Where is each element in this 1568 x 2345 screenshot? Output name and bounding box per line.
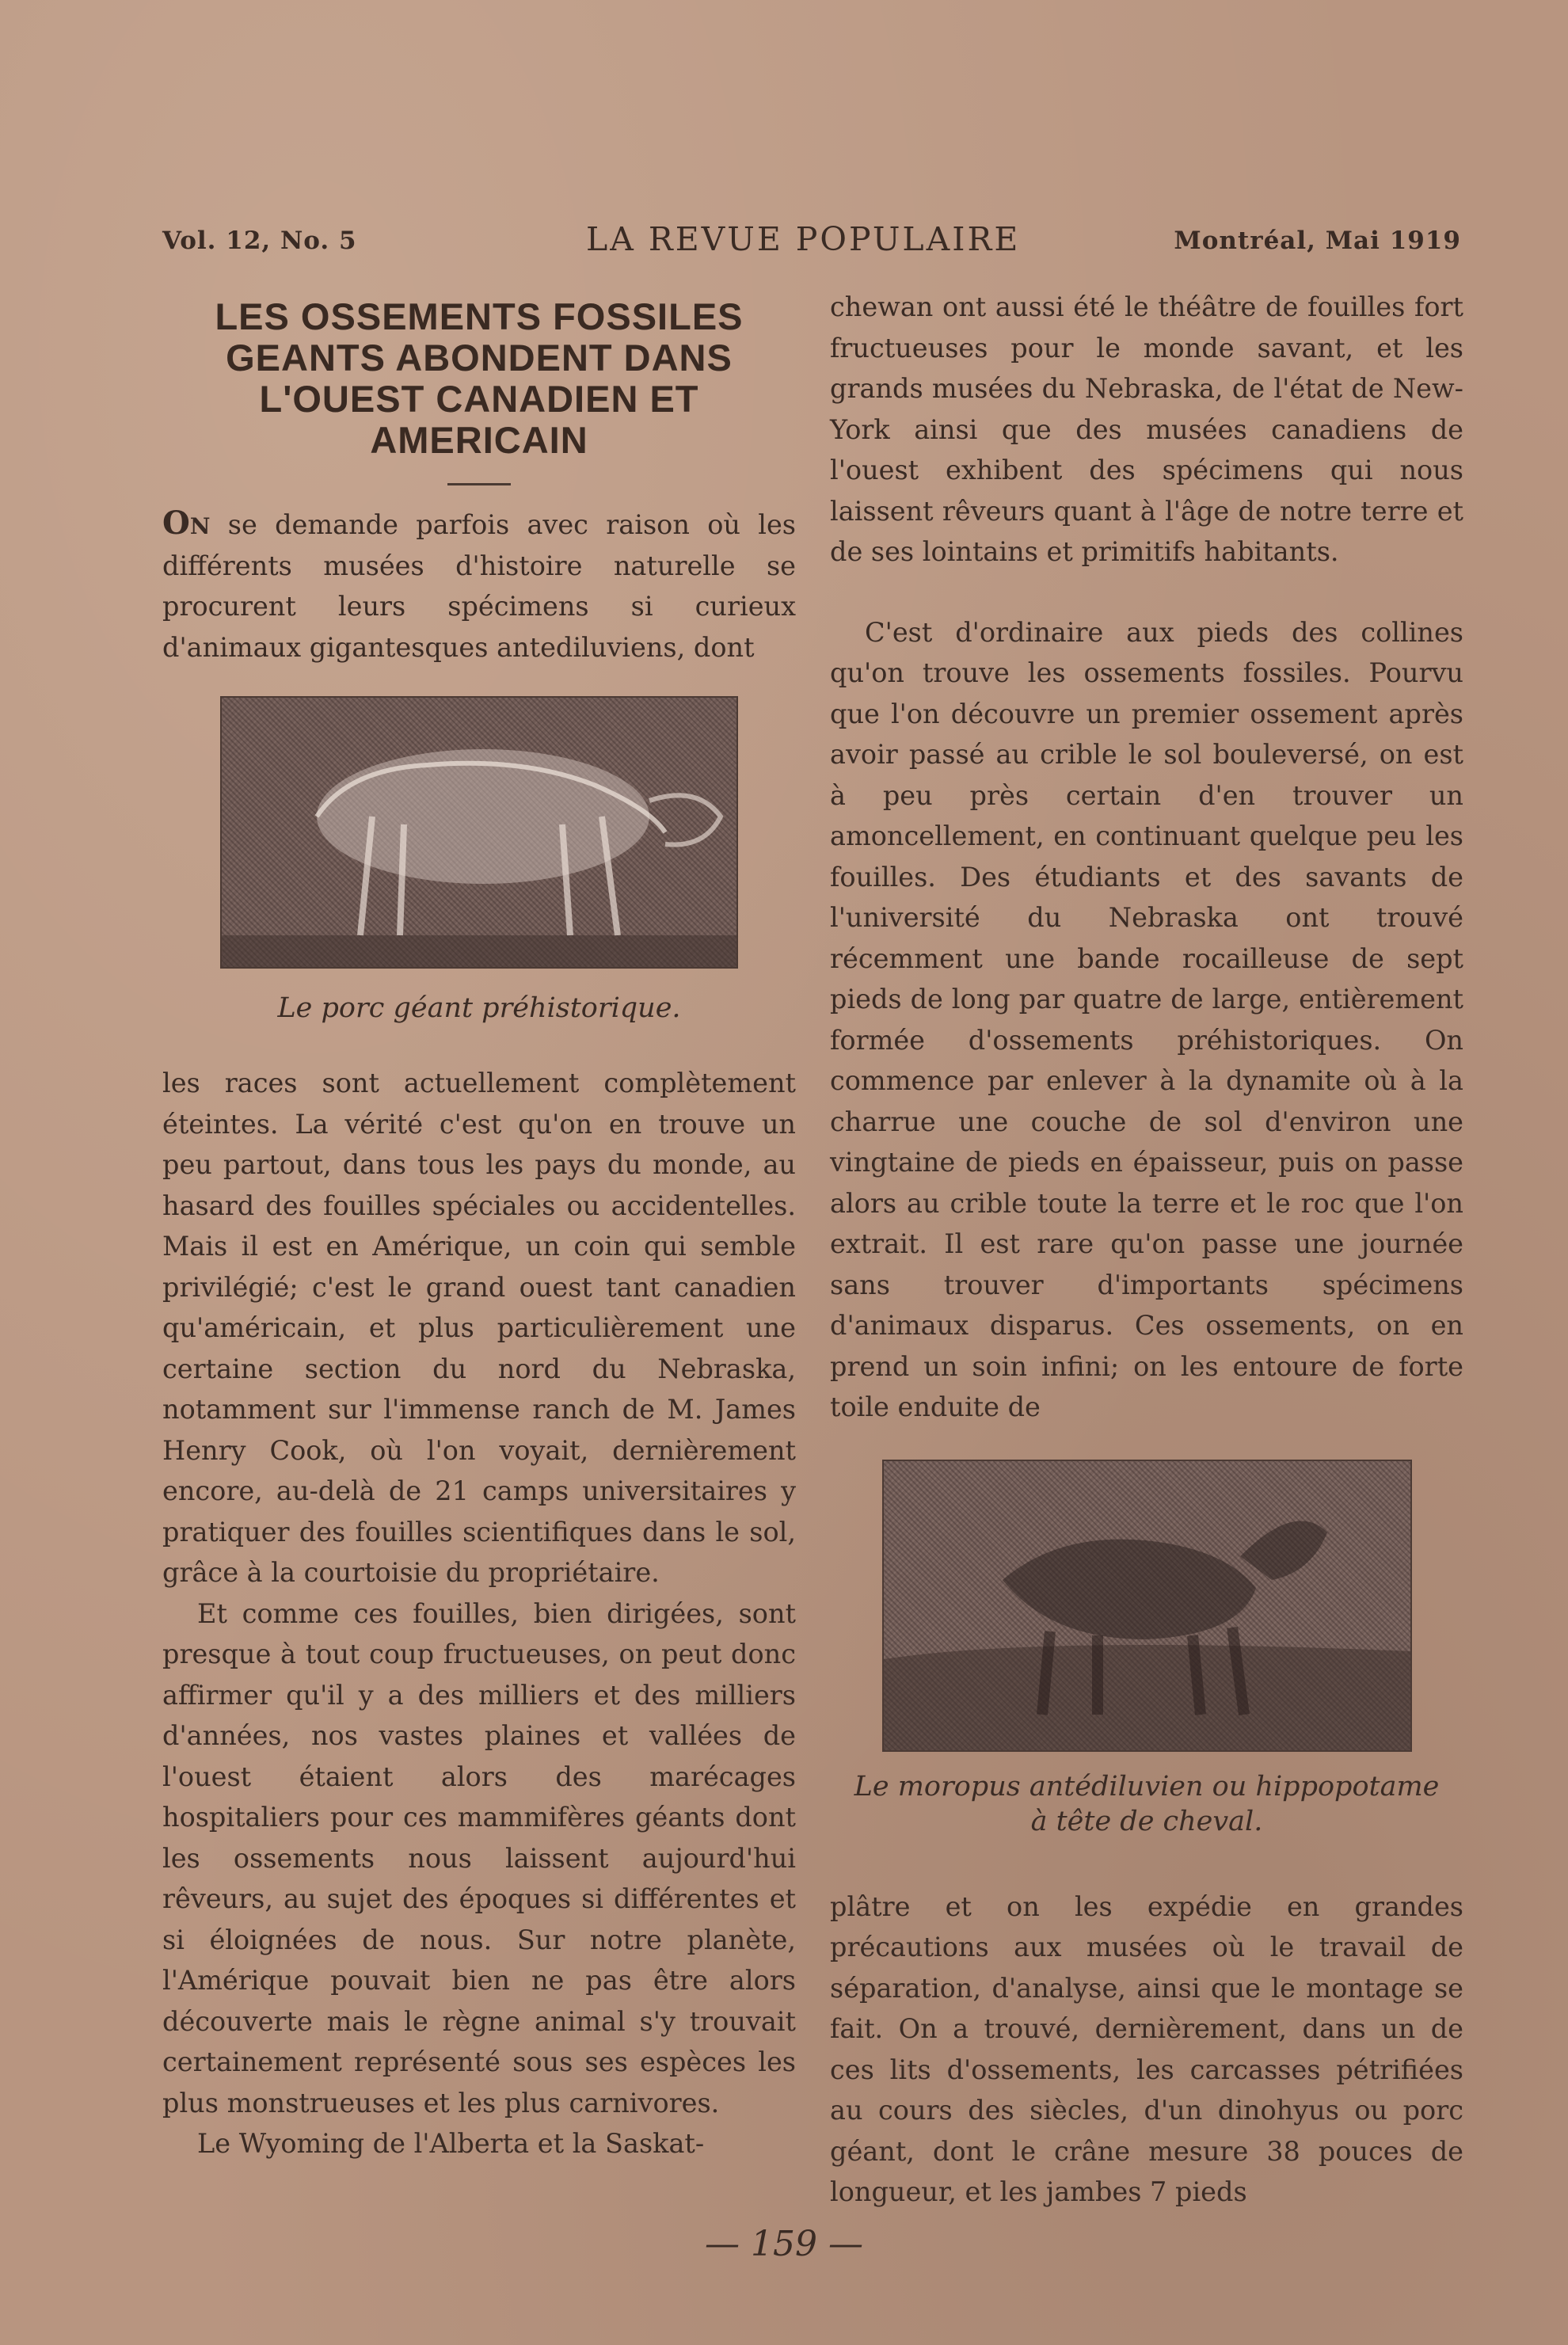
intro-paragraph: [162, 503, 796, 668]
moropus-photo: [882, 1460, 1412, 1752]
publication-title: LA REVUE POPULAIRE: [586, 220, 1021, 258]
figure2-caption: [830, 1769, 1463, 1839]
page-header: [162, 220, 1461, 268]
paragraph-2: Et comme ces fouilles, bien dirigées, sont presque à tout coup fructueuses, on peut donc affirmer qu'il y a des milliers et des milliers d'années, nos vastes plaines et vallées de l'ouest étaient alors des marécages hospitaliers pour ces mammifères géants dont les ossements nous laissent aujourd'hui rêveurs, au sujet des époques si différentes et si éloignées de nous. Sur notre planète, l'Amérique pouvait bien ne pas être alors découverte mais le règne animal s'y trouvait certainement représenté sous ses espèces les plus monstrueuses et les plus carnivores.: [162, 1597, 796, 2118]
dropcap: On: [162, 504, 211, 542]
paragraph-3-start: Le Wyoming de l'Alberta et la Saskat-: [197, 2128, 705, 2159]
right-paragraph-2: C'est d'ordinaire aux pieds des collines qu'on trouve les ossements fossiles. Pourvu que l'on découvre un premier ossement après avoir passé au crible le sol bouleversé, on est à peu près certain d'en trouver un amoncellement, en continuant quelque peu les fouilles. Des étudiants et des savants de l'université du Nebraska ont trouvé récemment une bande rocailleuse de sept pieds de long par quatre de large, entièrement formée d'ossements préhistoriques. On commence par enlever à la dynamite où à la charrue une couche de sol d'environ une vingtaine de pieds en épaisseur, puis on passe alors au crible toute la terre et le roc que l'on extrait. Il est rare qu'on passe une journée sans trouver d'importants spécimens d'animaux disparus. Ces ossements, on en prend un soin infini; on les entoure de forte toile enduite de: [830, 616, 1463, 1422]
right-paragraph-1: chewan ont aussi été le théâtre de fouilles fort fructueuses pour le monde savant, et les grands musées du Nebraska, de l'état de New-York ainsi que des musées canadiens de l'ouest exhibent des spécimens qui nous laissent rêveurs quant à l'âge de notre terre et de ses lointains et primitifs habitants.: [830, 291, 1463, 567]
paragraph-continued: les races sont actuellement complètement éteintes. La vérité c'est qu'on en trouve un peu partout, dans tous les pays du monde, au hasard des fouilles spéciales ou accidentelles. Mais il est en Amérique, un coin qui semble privilégié; c'est le grand ouest tant canadien qu'américain, et plus particulièrement une certaine section du nord du Nebraska, notamment sur l'immense ranch de M. James Henry Cook, où l'on voyait, dernièrement encore, au-delà de 21 camps universitaires y pratiquer des fouilles scientifiques dans le sol, grâce à la courtoisie du propriétaire.: [162, 1068, 796, 1588]
right-column: [830, 287, 1463, 2213]
figure-moropus: [830, 1460, 1463, 1839]
left-column: [162, 285, 796, 2164]
figure-giant-pig: [162, 696, 796, 1026]
page-number: — 159 —: [705, 2224, 863, 2264]
figure2-caption-line1: Le moropus antédiluvien ou hippopotame: [854, 1770, 1440, 1803]
figure1-caption: Le porc géant préhistorique.: [277, 992, 681, 1024]
giant-pig-skeleton-photo: [220, 696, 738, 969]
issue-date: Montréal, Mai 1919: [1174, 227, 1461, 255]
title-rule: [447, 483, 511, 485]
article-title: LES OSSEMENTS FOSSILES GEANTS ABONDENT DANS L'OUEST CANADIEN ET AMERICAIN: [215, 295, 744, 461]
intro-text: se demande parfois avec raison où les différents musées d'histoire naturelle se procurent leurs spécimens si curieux d'animaux gigantesques antediluviens, dont: [162, 509, 796, 663]
figure2-caption-line2: à tête de cheval.: [1030, 1805, 1263, 1837]
right-paragraph-3: plâtre et on les expédie en grandes précautions aux musées où le travail de séparation, d'analyse, ainsi que le montage se fait. On a trouvé, dernièrement, dans un de ces lits d'ossements, les carcasses pétrifiées au cours des siècles, d'un dinohyus ou porc géant, dont le crâne mesure 38 pouces de longueur, et les jambes 7 pieds: [830, 1890, 1463, 2207]
volume-number: Vol. 12, No. 5: [162, 227, 357, 255]
